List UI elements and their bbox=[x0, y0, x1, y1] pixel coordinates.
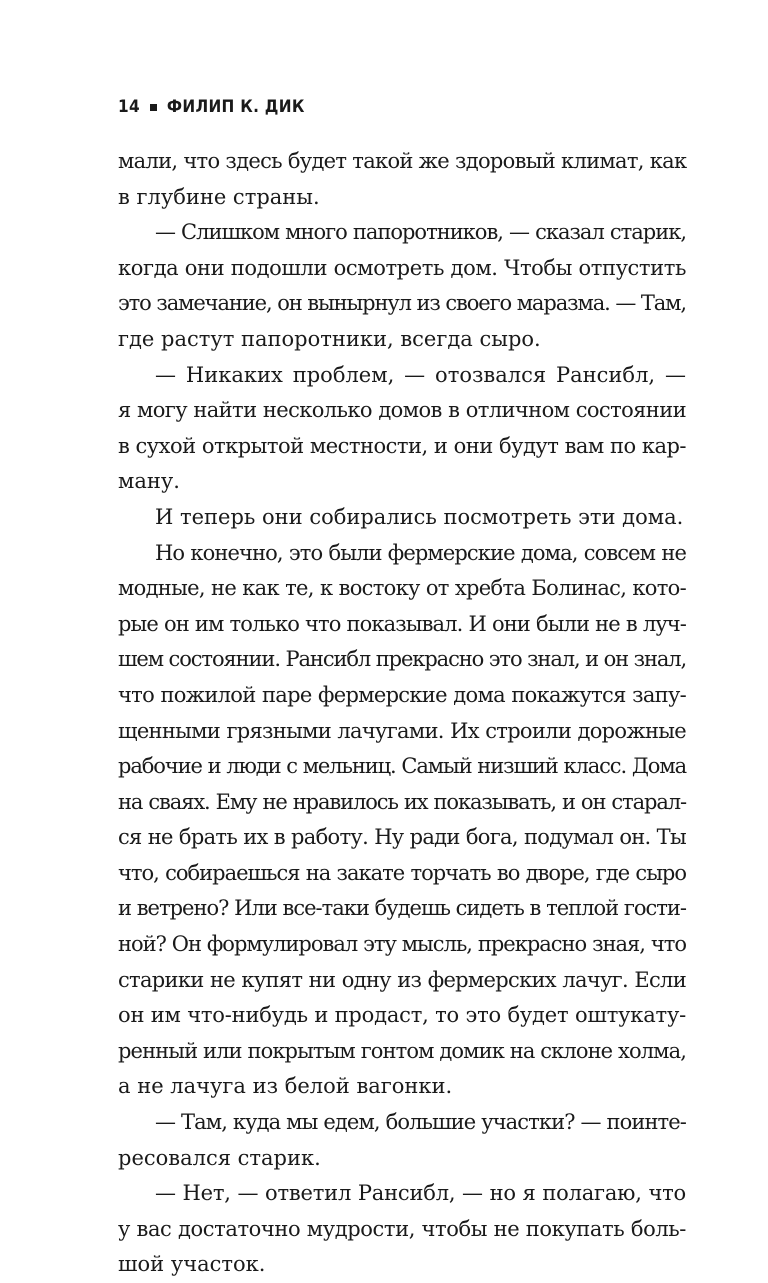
paragraph bbox=[118, 500, 686, 536]
paragraph bbox=[118, 1105, 686, 1176]
text-line: он им что-нибудь и продаст, то это будет оштукату- bbox=[118, 1003, 686, 1028]
text-line: я могу найти несколько домов в отличном состоянии bbox=[118, 398, 686, 423]
text-line: Но конечно, это были фермерские дома, совсем не bbox=[155, 540, 686, 565]
text-line: — Там, куда мы едем, большие участки? — поинте- bbox=[155, 1110, 686, 1135]
text-line: — Никаких проблем, — отозвался Рансибл, — bbox=[155, 362, 686, 387]
text-line: а не лачуга из белой вагонки. bbox=[118, 1074, 453, 1099]
text-line: мали, что здесь будет такой же здоровый климат, как bbox=[118, 149, 687, 173]
text-line: у вас достаточно мудрости, чтобы не покупать боль- bbox=[118, 1216, 686, 1241]
text-line: модные, не как те, к востоку от хребта Болинас, кото- bbox=[118, 576, 686, 601]
text-line: на сваях. Ему не нравилось их показывать, и он старал- bbox=[118, 789, 686, 814]
text-line: когда они подошли осмотреть дом. Чтобы отпустить bbox=[118, 255, 686, 280]
text-line: ной? Он формулировал эту мысль, прекрасно зная, что bbox=[118, 932, 686, 957]
square-bullet-icon bbox=[150, 104, 157, 111]
paragraph bbox=[118, 536, 686, 1106]
paragraph bbox=[118, 1176, 686, 1283]
paragraph bbox=[118, 144, 686, 215]
page-number: 14 bbox=[118, 97, 140, 117]
text-line: шем состоянии. Рансибл прекрасно это знал, и он знал, bbox=[118, 647, 687, 672]
text-line: старики не купят ни одну из фермерских лачуг. Если bbox=[118, 967, 686, 992]
text-line: это замечание, он вынырнул из своего маразма. — Там, bbox=[118, 291, 686, 316]
paragraph bbox=[118, 358, 686, 500]
body-text bbox=[118, 144, 686, 1283]
text-line: щенными грязными лачугами. Их строили дорожные bbox=[118, 718, 686, 743]
text-line: ресовался старик. bbox=[118, 1145, 321, 1170]
text-line: и ветрено? Или все-таки будешь сидеть в теплой гости- bbox=[118, 896, 686, 921]
text-line: что, собираешься на закате торчать во дворе, где сыро bbox=[118, 860, 686, 885]
text-line: что пожилой паре фермерские дома покажутся запу- bbox=[118, 682, 686, 707]
author-name: ФИЛИП К. ДИК bbox=[166, 97, 305, 117]
text-line: И теперь они собирались посмотреть эти дома. bbox=[155, 504, 684, 529]
text-line: шой участок. bbox=[118, 1252, 266, 1277]
text-line: в глубине страны. bbox=[118, 184, 320, 209]
text-line: в сухой открытой местности, и они будут вам по кар- bbox=[118, 433, 686, 458]
text-line: — Слишком много папоротников, — сказал старик, bbox=[155, 220, 686, 245]
text-line: — Нет, — ответил Рансибл, — но я полагаю, что bbox=[155, 1181, 686, 1206]
text-line: где растут папоротники, всегда сыро. bbox=[118, 326, 541, 351]
paragraph bbox=[118, 215, 686, 357]
text-line: ренный или покрытым гонтом домик на склоне холма, bbox=[118, 1038, 686, 1063]
running-head bbox=[118, 95, 305, 119]
text-line: рабочие и люди с мельниц. Самый низший класс. Дома bbox=[118, 754, 686, 779]
text-line: ману. bbox=[118, 469, 180, 494]
text-line: рые он им только что показывал. И они были не в луч- bbox=[118, 611, 686, 636]
text-line: ся не брать их в работу. Ну ради бога, подумал он. Ты bbox=[118, 825, 686, 850]
